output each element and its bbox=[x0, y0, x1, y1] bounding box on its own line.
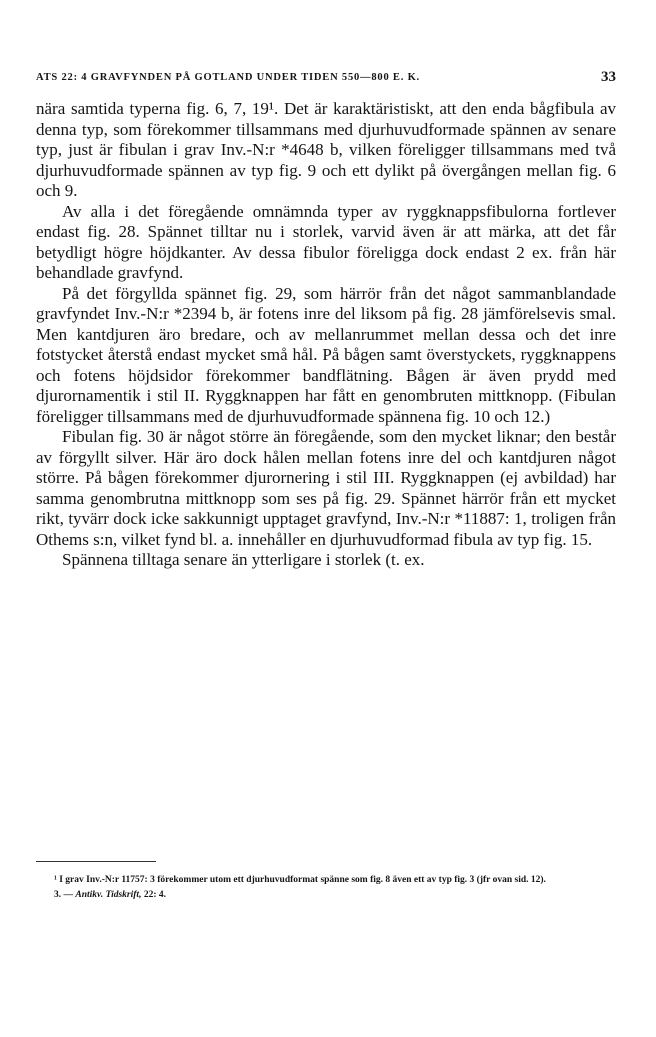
running-header-title: ATS 22: 4 GRAVFYNDEN PÅ GOTLAND UNDER TIDEN 550—800 E. K. bbox=[36, 72, 420, 83]
footnote-3-suffix: 22: 4. bbox=[141, 890, 166, 900]
footnote-3 bbox=[36, 889, 616, 902]
paragraph: Fibulan fig. 30 är något större än föregående, som den mycket liknar; den består av förgyllt silver. Här äro dock hålen mellan fotens inre del och kantdjuren något större. På bågen förekommer djurornering i stil III. Ryggknappen (ej avbildad) har samma genombrutna mittknopp som ses på fig. 29. Spännet härrör från ett mycket rikt, tyvärr dock icke sakkunnigt upptaget gravfynd, Inv.-N:r *11887: 1, troligen från Othems s:n, vilket fynd bl. a. innehåller en djurhuvudformad fibula av typ fig. 15. bbox=[36, 427, 616, 549]
paragraph: Av alla i det föregående omnämnda typer av ryggknappsfibulorna fortlever endast fig. 28. Spännet tilltar nu i storlek, varvid även är att märka, att det får betydligt högre höjdkanter. Av dessa fibulor föreligga dock endast 2 ex. från här behandlade gravfynd. bbox=[36, 201, 616, 282]
running-header bbox=[36, 69, 616, 92]
footnote-3-prefix: 3. — bbox=[54, 890, 76, 900]
body-text bbox=[36, 99, 616, 571]
footnotes bbox=[36, 874, 616, 904]
paragraph: Spännena tilltaga senare än ytterligare i storlek (t. ex. bbox=[62, 550, 425, 569]
paragraph: På det förgyllda spännet fig. 29, som härrör från det något sammanblandade gravfyndet Inv.-N:r *2394 b, är fotens inre del liksom på fig. 28 jämförelsevis smal. Men kantdjuren äro bredare, och av mellanrummet mellan dessa och det inre fotstycket återstå endast mycket små hål. På bågen samt överstyckets, ryggknappens och fotens höjdsidor förekommer bandflätning. Bågen är även prydd med djurornamentik i stil II. Ryggknappen har fått en genombruten mittknopp. (Fibulan föreligger tillsammans med de djurhuvudformade spännena fig. 10 och 12.) bbox=[36, 283, 616, 426]
footnote-1: ¹ I grav Inv.-N:r 11757: 3 förekommer utom ett djurhuvudformat spänne som fig. 8 även ett av typ fig. 3 (jfr ovan sid. 12). bbox=[54, 875, 546, 885]
page-number: 33 bbox=[601, 69, 616, 85]
footnote-3-journal: Antikv. Tidskrift, bbox=[75, 890, 142, 900]
paragraph: nära samtida typerna fig. 6, 7, 19¹. Det är karaktäristiskt, att den enda bågfibula av denna typ, som förekommer tillsammans med djurhuvudformade spännen av senare typ, just är fibulan i grav Inv.-N:r *4648 b, vilken föreligger tillsammans med två djurhuvudformade spännen av typ fig. 9 och ett dylikt på övergången mellan fig. 6 och 9. bbox=[36, 99, 616, 200]
footnote-divider bbox=[36, 861, 156, 862]
